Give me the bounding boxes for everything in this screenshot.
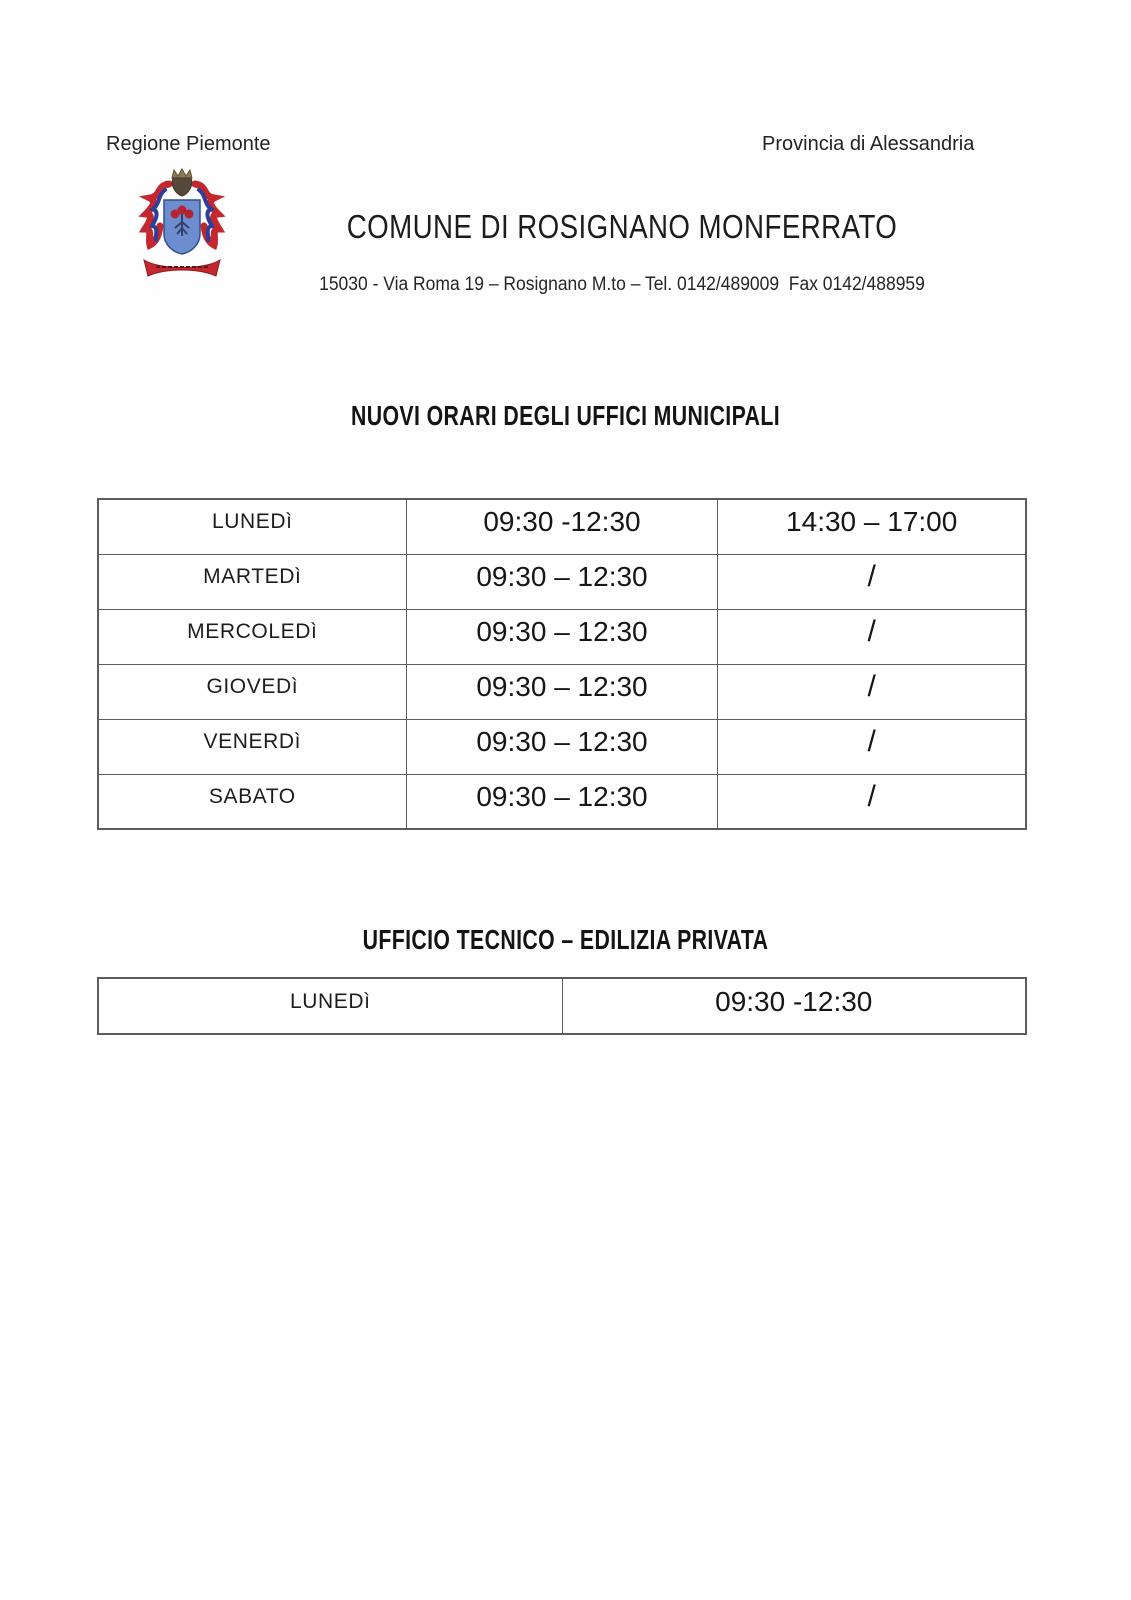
morning-cell: 09:30 – 12:30 — [406, 774, 718, 829]
municipal-hours-table — [97, 498, 1027, 830]
technical-office-heading: UFFICIO TECNICO – EDILIZIA PRIVATA — [362, 924, 769, 955]
region-label: Regione Piemonte — [106, 133, 271, 155]
table-row — [98, 719, 1026, 774]
day-cell: SABATO — [98, 774, 406, 829]
table-row — [98, 978, 1026, 1034]
afternoon-cell: / — [718, 774, 1026, 829]
morning-cell: 09:30 – 12:30 — [406, 719, 718, 774]
province-label: Provincia di Alessandria — [762, 133, 975, 155]
table-row — [98, 554, 1026, 609]
municipality-title: COMUNE DI ROSIGNANO MONFERRATO — [346, 208, 898, 245]
day-cell: MERCOLEDì — [98, 609, 406, 664]
morning-cell: 09:30 – 12:30 — [406, 554, 718, 609]
afternoon-cell: 14:30 – 17:00 — [718, 499, 1026, 554]
coat-of-arms-icon — [136, 168, 228, 290]
morning-cell: 09:30 – 12:30 — [406, 609, 718, 664]
hours-cell: 09:30 -12:30 — [562, 978, 1026, 1034]
municipality-address: 15030 - Via Roma 19 – Rosignano M.to – Tel. 0142/489009 Fax 0142/488959 — [319, 274, 925, 295]
afternoon-cell: / — [718, 554, 1026, 609]
morning-cell: 09:30 -12:30 — [406, 499, 718, 554]
technical-office-table — [97, 977, 1027, 1035]
schedule-heading: NUOVI ORARI DEGLI UFFICI MUNICIPALI — [350, 400, 781, 431]
morning-cell: 09:30 – 12:30 — [406, 664, 718, 719]
table-row — [98, 774, 1026, 829]
table-row — [98, 664, 1026, 719]
afternoon-cell: / — [718, 664, 1026, 719]
afternoon-cell: / — [718, 609, 1026, 664]
day-cell: LUNEDì — [98, 978, 562, 1034]
day-cell: MARTEDì — [98, 554, 406, 609]
table-row — [98, 499, 1026, 554]
table-row — [98, 609, 1026, 664]
day-cell: LUNEDì — [98, 499, 406, 554]
afternoon-cell: / — [718, 719, 1026, 774]
day-cell: VENERDì — [98, 719, 406, 774]
day-cell: GIOVEDì — [98, 664, 406, 719]
